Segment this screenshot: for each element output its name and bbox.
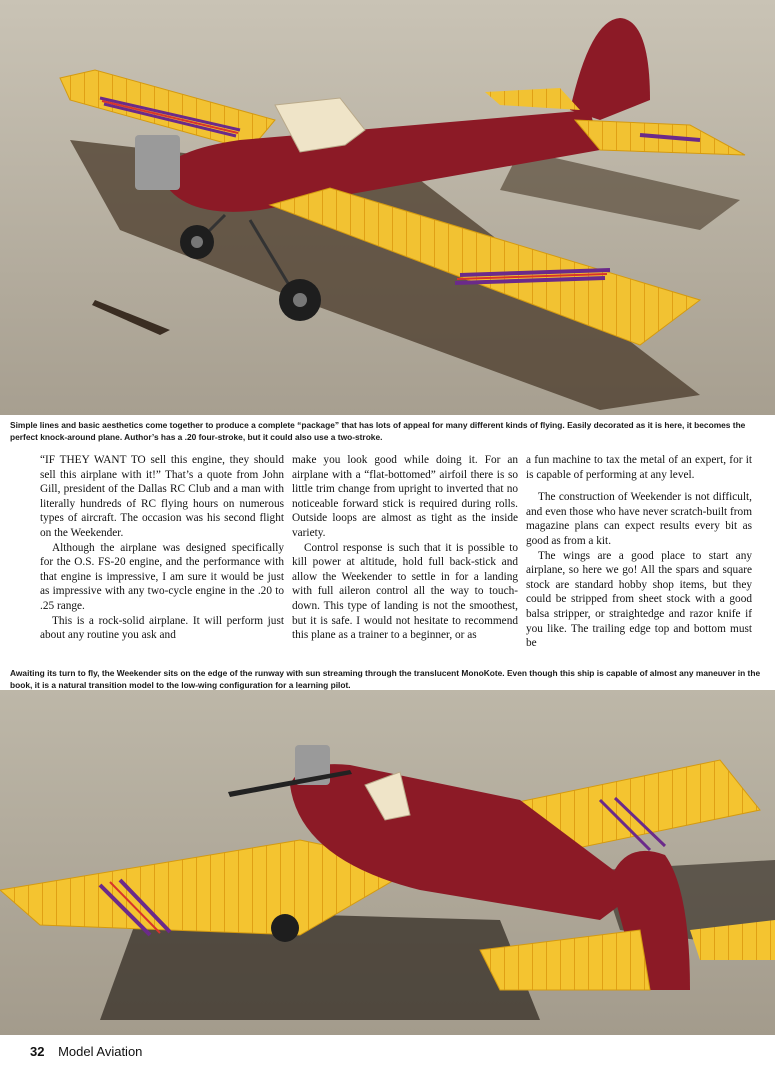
article-column-3 [526, 453, 752, 661]
paragraph: The construction of Weekender is not difficult, and even those who have never scratch-built from magazine plans can expect results every bit as good as from a kit. [526, 491, 752, 547]
top-photo-weekender-airplane [0, 0, 775, 415]
bottom-photo-caption: Awaiting its turn to fly, the Weekender sits on the edge of the runway with sun streaming through the translucent MonoKote. Even though this ship is capable of almost any maneuver in the book, it is a natural transition model to the low-wing configuration for a learning pilot. [10, 668, 761, 690]
top-photo-caption: Simple lines and basic aesthetics come together to produce a complete “package” that has lots of appeal for many different kinds of flying. Easily decorated as it is here, it becomes the perfect knock-around plane. Author’s has a .20 four-stroke, but it could also use a two-stroke. [10, 420, 746, 442]
paragraph: The wings are a good place to start any airplane, so here we go! All the spars and square stock are standard hobby shop items, but they could be stripped from sheet stock with a good balsa stripper, or straightedge and razor knife if you like. The trailing edge top and bottom must be [526, 549, 752, 650]
page-number: 32 [30, 1044, 45, 1059]
paragraph: Control response is such that it is possible to kill power at altitude, hold full back-stick and allow the Weekender to settle in for a landing with full aileron control all the way to touch-down. This type of landing is not the smoothest, but it is safe. I would not hesitate to recommend this plane as a trainer to a beginner, or as [292, 541, 518, 642]
magazine-name: Model Aviation [58, 1044, 143, 1059]
paragraph: a fun machine to tax the metal of an expert, for it is capable of performing at any level. [526, 454, 752, 481]
page-footer [30, 1044, 142, 1059]
paragraph: “IF THEY WANT TO sell this engine, they should sell this airplane with it!” That’s a quote from John Gill, president of the Dallas RC Club and a man with literally hundreds of RC flying hours on numerous types of aircraft. The occasion was his second flight on the Weekender. [40, 454, 284, 539]
bottom-photo-weekender-airplane [0, 690, 775, 1035]
paragraph: This is a rock-solid airplane. It will perform just about any routine you ask and [40, 614, 284, 642]
article-column-2 [292, 453, 518, 661]
paragraph: Although the airplane was designed specifically for the O.S. FS-20 engine, and the performance with that engine is impressive, I am sure it would be just as impressive with any two-cycle engine in the .20 to .25 range. [40, 541, 284, 612]
paragraph: make you look good while doing it. For an airplane with a “flat-bottomed” airfoil there is so little trim change from upright to inverted that no noticeable forward stick is required during rolls. Outside loops are almost as tight as the inside variety. [292, 454, 518, 539]
article-column-1 [40, 453, 284, 661]
